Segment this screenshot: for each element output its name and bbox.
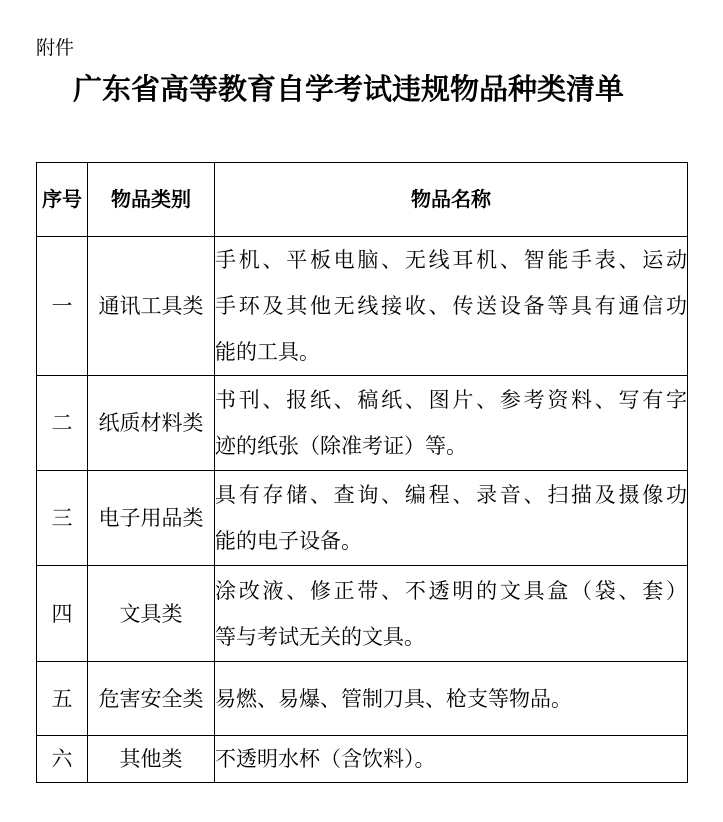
item-name-line: 具有存储、查询、编程、录音、扫描及摄像功 <box>215 483 687 507</box>
item-name-line: 易燃、易爆、管制刀具、枪支等物品。 <box>215 686 572 711</box>
table-header-row <box>37 163 688 237</box>
row-index: 六 <box>37 736 88 783</box>
row-item-names <box>215 376 688 471</box>
row-item-names <box>215 566 688 662</box>
table-row <box>37 376 688 471</box>
item-name-line: 不透明水杯（含饮料）。 <box>215 747 436 771</box>
prohibited-items-table <box>36 162 688 783</box>
row-category: 电子用品类 <box>88 471 215 566</box>
column-header-index: 序号 <box>37 163 88 237</box>
row-index: 五 <box>37 662 88 736</box>
row-category: 通讯工具类 <box>88 237 215 376</box>
column-header-category: 物品类别 <box>88 163 215 237</box>
table-row <box>37 237 688 376</box>
attachment-label: 附件 <box>36 38 75 59</box>
item-name-line: 涂改液、修正带、不透明的文具盒（袋、套） <box>215 578 687 603</box>
row-item-names <box>215 471 688 566</box>
row-category: 其他类 <box>88 736 215 783</box>
column-header-name: 物品名称 <box>215 163 688 237</box>
item-name-line: 迹的纸张（除准考证）等。 <box>215 434 467 458</box>
item-name-line: 能的电子设备。 <box>215 529 362 553</box>
table-row <box>37 662 688 736</box>
row-index: 四 <box>37 566 88 662</box>
row-index: 三 <box>37 471 88 566</box>
row-item-names <box>215 237 688 376</box>
table-row <box>37 471 688 566</box>
table-row <box>37 736 688 783</box>
row-category: 文具类 <box>88 566 215 662</box>
item-name-line: 手机、平板电脑、无线耳机、智能手表、运动 <box>215 248 687 272</box>
item-name-line: 手环及其他无线接收、传送设备等具有通信功 <box>215 294 687 318</box>
table-row <box>37 566 688 662</box>
row-index: 一 <box>37 237 88 376</box>
row-category: 危害安全类 <box>88 662 215 736</box>
item-name-line: 能的工具。 <box>215 340 320 364</box>
page-title: 广东省高等教育自学考试违规物品种类清单 <box>72 74 624 106</box>
item-name-line: 等与考试无关的文具。 <box>215 624 425 649</box>
row-index: 二 <box>37 376 88 471</box>
row-category: 纸质材料类 <box>88 376 215 471</box>
row-item-names <box>215 662 688 736</box>
row-item-names <box>215 736 688 783</box>
item-name-line: 书刊、报纸、稿纸、图片、参考资料、写有字 <box>215 388 687 412</box>
